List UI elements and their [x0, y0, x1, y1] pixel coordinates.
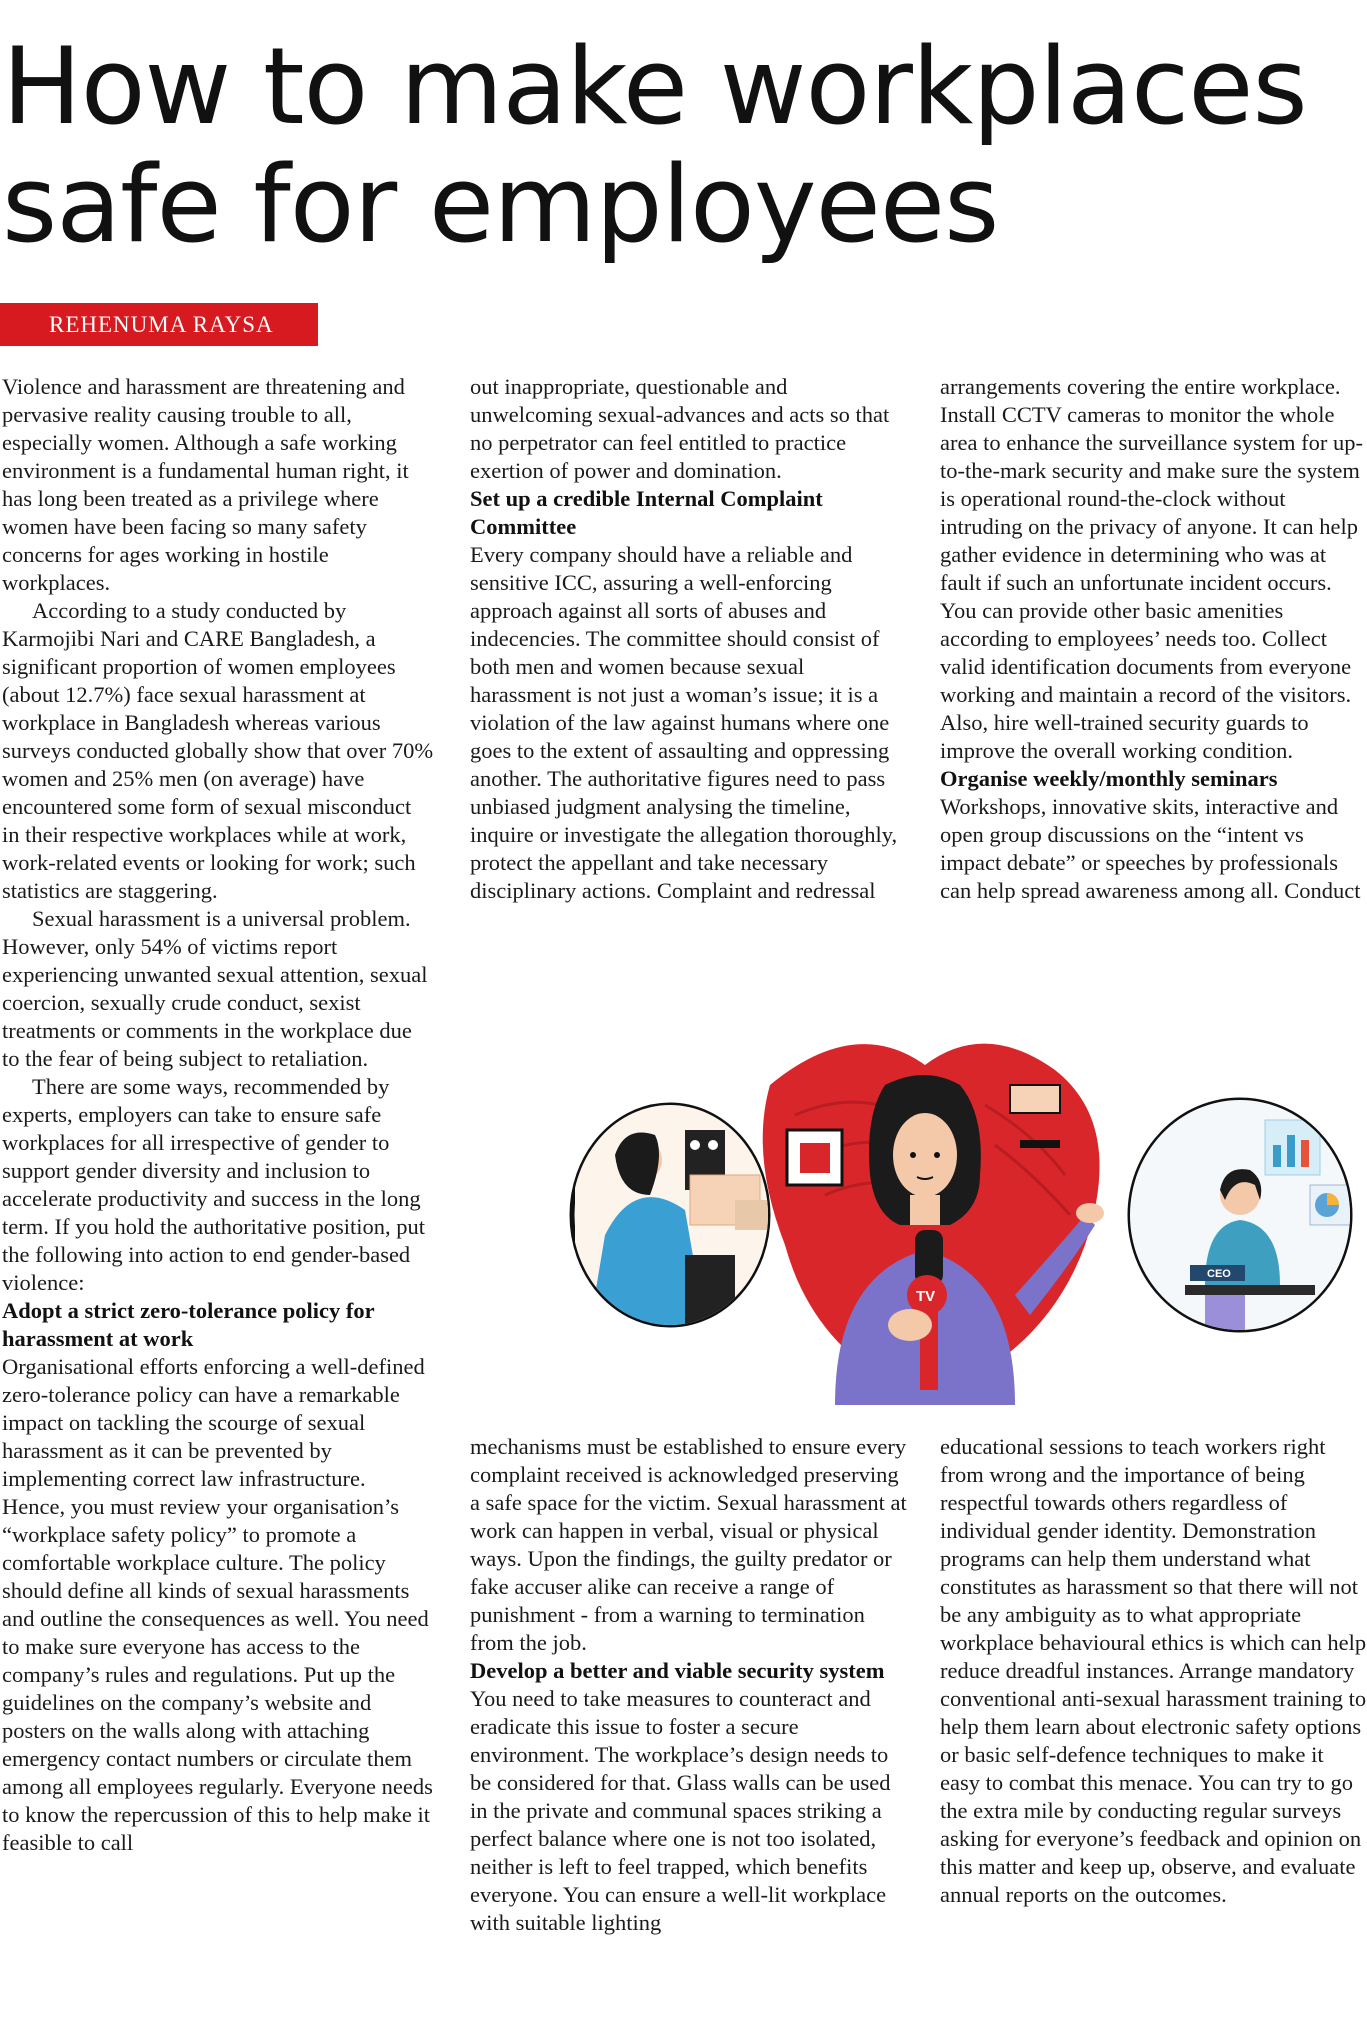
column-2-bottom	[470, 1433, 908, 1937]
column-1	[2, 373, 434, 1857]
headline-line-2: safe for employees	[2, 143, 999, 266]
paragraph: According to a study conducted by Karmojibi Nari and CARE Bangladesh, a significant proportion of women employees (about 12.7%) face sexual harassment at workplace in Bangladesh whereas various surveys conducted globally show that over 70% women and 25% men (on average) have encountered some form of sexual misconduct in their respective workplaces while at work, work-related events or looking for work; such statistics are staggering.	[2, 598, 434, 903]
left-office-scene	[572, 1085, 775, 1345]
right-office-scene	[1130, 1095, 1360, 1350]
paragraph: educational sessions to teach workers right from wrong and the importance of being respectful towards others regardless of individual gender identity. Demonstration programs can help them understand what constitutes as harassment so that there will not be any ambiguity as to what appropriate workplace behavioural ethics is which can help reduce dreadful instances. Arrange mandatory conventional anti-sexual harassment training to help them learn about electronic safety options or basic self-defence techniques to make it easy to combat this menace. You can try to go the extra mile by conducting regular surveys asking for everyone’s feedback and opinion on this matter and keep up, observe, and evaluate annual reports on the outcomes.	[940, 1434, 1367, 1907]
author-byline: REHENUMA RAYSA	[0, 303, 318, 346]
headline	[2, 25, 1352, 266]
paragraph: mechanisms must be established to ensure every complaint received is acknowledged preserving a safe space for the victim. Sexual harassment at work can happen in verbal, visual or physical ways. Upon the findings, the guilty predator or fake accuser alike can receive a range of punishment - from a warning to termination from the job.	[470, 1434, 907, 1655]
subheading: Set up a credible Internal Complaint Committee	[470, 486, 823, 539]
paragraph: You need to take measures to counteract and eradicate this issue to foster a secure environment. The workplace’s design needs to be considered for that. Glass walls can be used in the private and communal spaces striking a perfect balance where one is not too isolated, neither is left to feel trapped, which benefits everyone. You can ensure a well-lit workplace with suitable lighting	[470, 1686, 891, 1935]
paragraph: Violence and harassment are threatening and pervasive reality causing trouble to all, especially women. Although a safe working environment is a fundamental human right, it has long been treated as a privilege where women have been facing so many safety concerns for ages working in hostile workplaces.	[2, 374, 409, 595]
subheading: Adopt a strict zero-tolerance policy for harassment at work	[2, 1298, 375, 1351]
column-2-top	[470, 373, 908, 905]
subheading: Develop a better and viable security system	[470, 1658, 885, 1683]
illustration	[565, 1025, 1365, 1405]
paragraph: out inappropriate, questionable and unwelcoming sexual-advances and acts so that no perpetrator can feel entitled to practice exertion of power and domination.	[470, 374, 890, 483]
paragraph: There are some ways, recommended by experts, employers can take to ensure safe workplaces for all irrespective of gender to support gender diversity and inclusion to accelerate productivity and success in the long term. If you hold the authoritative position, put the following into action to end gender-based violence:	[2, 1074, 426, 1295]
paragraph: Every company should have a reliable and sensitive ICC, assuring a well-enforcing approach against all sorts of abuses and indecencies. The committee should consist of both men and women because sexual harassment is not just a woman’s issue; it is a violation of the law against humans where one goes to the extent of assaulting and oppressing another. The authoritative figures need to pass unbiased judgment analysing the timeline, inquire or investigate the allegation thoroughly, protect the appellant and take necessary disciplinary actions. Complaint and redressal	[470, 542, 898, 903]
mic-tv-label: TV	[916, 1288, 936, 1305]
subheading: Organise weekly/monthly seminars	[940, 766, 1278, 791]
paragraph: Workshops, innovative skits, interactive and open group discussions on the “intent vs impact debate” or speeches by professionals can help spread awareness among all. Conduct	[940, 794, 1361, 903]
paragraph: arrangements covering the entire workplace. Install CCTV cameras to monitor the whole area to enhance the surveillance system for up-to-the-mark security and make sure the system is operational round-the-clock without intruding on the privacy of anyone. It can help gather evidence in determining who was at fault if such an unfortunate incident occurs. You can provide other basic amenities according to employees’ needs too. Collect valid identification documents from everyone working and maintain a record of the visitors. Also, hire well-trained security guards to improve the overall working condition.	[940, 374, 1363, 763]
reporter-figure	[763, 1044, 1104, 1405]
column-3-top	[940, 373, 1367, 905]
paragraph: Organisational efforts enforcing a well-defined zero-tolerance policy can have a remarkable impact on tackling the scourge of sexual harassment as it can be prevented by implementing correct law infrastructure. Hence, you must review your organisation’s “workplace safety policy” to promote a comfortable workplace culture. The policy should define all kinds of sexual harassments and outline the consequences as well. You need to make sure everyone has access to the company’s rules and regulations. Put up the guidelines on the company’s website and posters on the walls along with attaching emergency contact numbers or circulate them among all employees regularly. Everyone needs to know the repercussion of this to help make it feasible to call	[2, 1354, 433, 1855]
column-3-bottom	[940, 1433, 1367, 1909]
ceo-label: CEO	[1207, 1268, 1231, 1280]
headline-line-1: How to make workplaces	[2, 25, 1307, 148]
paragraph: Sexual harassment is a universal problem. However, only 54% of victims report experiencing unwanted sexual attention, sexual coercion, sexually crude conduct, sexist treatments or comments in the workplace due to the fear of being subject to retaliation.	[2, 906, 428, 1071]
